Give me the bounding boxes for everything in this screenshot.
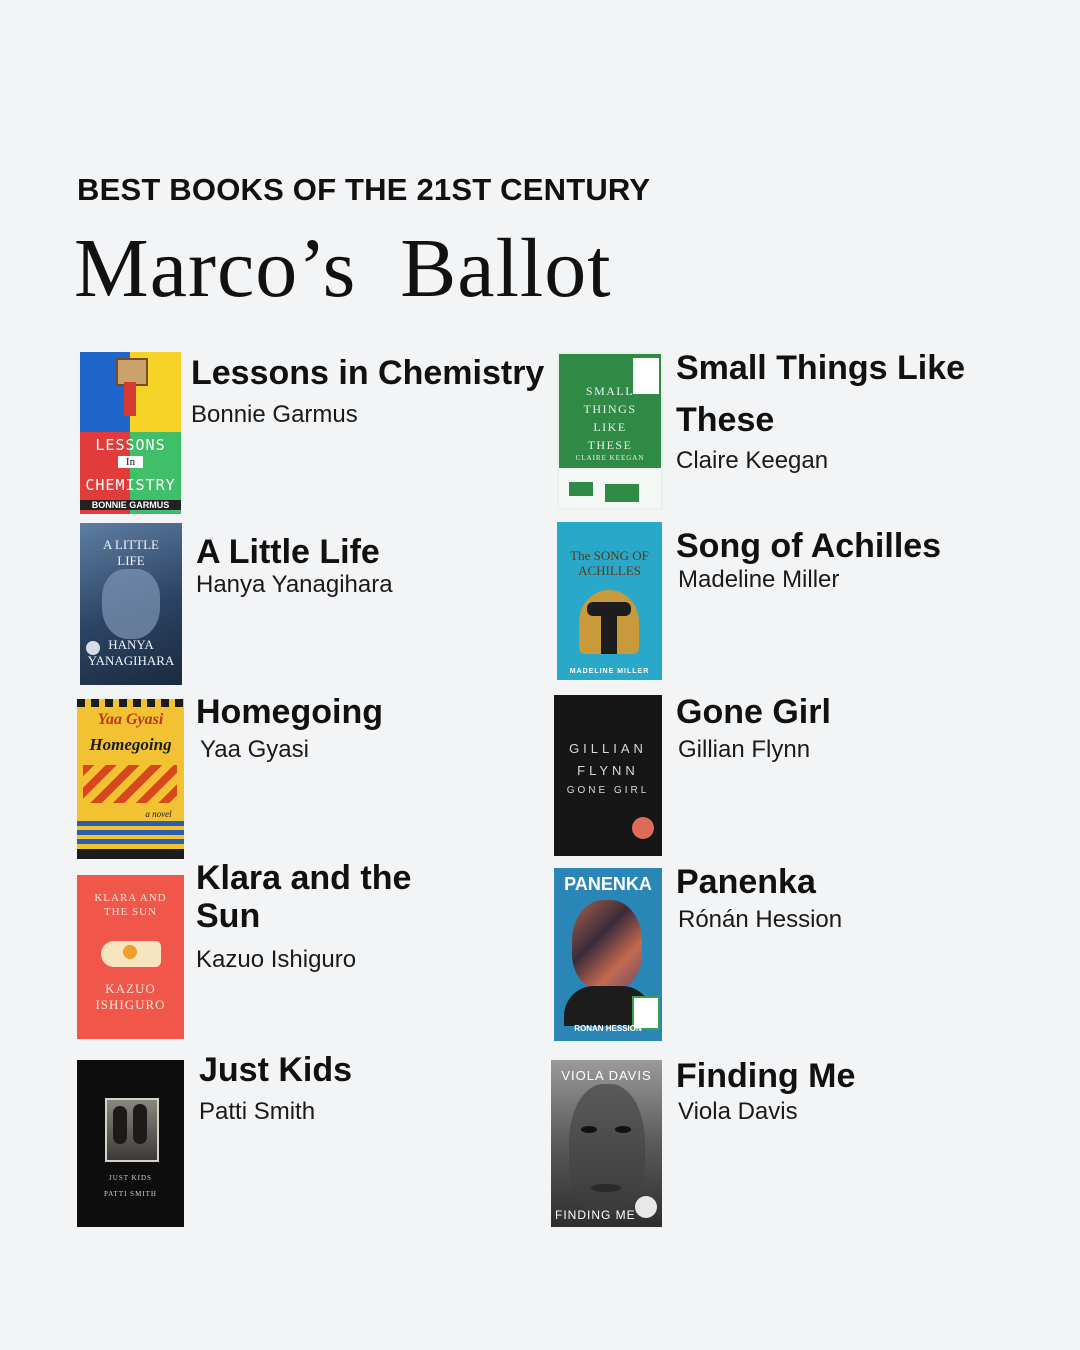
book-author: Viola Davis [678,1098,798,1125]
cover-text: A LITTLE LIFE [103,537,159,568]
page-title: Marco’s Ballot [74,222,612,315]
book-cover-image [557,522,662,680]
book-title: Just Kids [199,1051,353,1089]
book-title: A Little Life [196,533,380,571]
book-cover-image [77,875,184,1039]
book-title: Small Things Like These [676,349,966,439]
book-author: Yaa Gyasi [200,736,309,763]
kicker-heading: BEST BOOKS OF THE 21ST CENTURY [77,172,651,207]
cover-text: KLARA AND THE SUN [94,892,167,918]
cover-text: GONE GIRL [566,785,650,796]
book-cover-image [551,1060,662,1227]
book-cover-image [557,352,663,510]
book-title: Homegoing [196,693,383,731]
book-title: Song of Achilles [676,527,942,565]
book-title: Lessons in Chemistry [191,354,545,392]
book-cover-image [80,352,181,514]
cover-text: RONAN HESSION [574,1024,642,1033]
cover-text: CHEMISTRY [85,476,176,494]
cover-text: a novel [145,809,172,819]
cover-text: PANENKA [564,874,652,894]
book-cover-image [554,695,662,856]
cover-text: In [118,456,143,468]
cover-text: VIOLA DAVIS [561,1068,652,1083]
book-cover-image [77,1060,184,1227]
cover-text: MADELINE MILLER [569,668,650,675]
book-author: Kazuo Ishiguro [196,946,357,973]
cover-text: LESSONS [95,436,166,454]
book-cover-image [77,699,184,859]
cover-text: FLYNN [577,763,639,778]
book-title: Finding Me [676,1057,856,1095]
book-author: Madeline Miller [678,566,840,593]
cover-text: SMALL THINGS LIKE THESE [583,384,637,452]
cover-text: CLAIRE KEEGAN [575,454,645,462]
cover-text: FINDING ME [555,1208,636,1222]
book-cover-image [554,868,662,1041]
cover-text: KAZUO ISHIGURO [95,981,166,1012]
cover-text: Yaa Gyasi [97,711,164,728]
book-author: Hanya Yanagihara [196,571,393,598]
cover-text: The SONG OF ACHILLES [570,548,649,578]
book-title: Gone Girl [676,693,831,731]
cover-text: BONNIE GARMUS [80,500,181,510]
book-title: Panenka [676,863,816,901]
book-title: Klara and the Sun [196,859,412,935]
cover-text: HANYA YANAGIHARA [87,637,175,668]
book-author: Gillian Flynn [678,736,811,763]
book-author: Claire Keegan [676,447,829,474]
book-cover-image [80,523,182,685]
book-author: Patti Smith [199,1098,316,1125]
cover-text: JUST KIDS [109,1174,152,1182]
book-author: Rónán Hession [678,906,843,933]
cover-text: Homegoing [89,735,172,754]
book-author: Bonnie Garmus [191,401,358,428]
cover-text: GILLIAN [569,741,647,756]
cover-text: PATTI SMITH [104,1190,157,1198]
